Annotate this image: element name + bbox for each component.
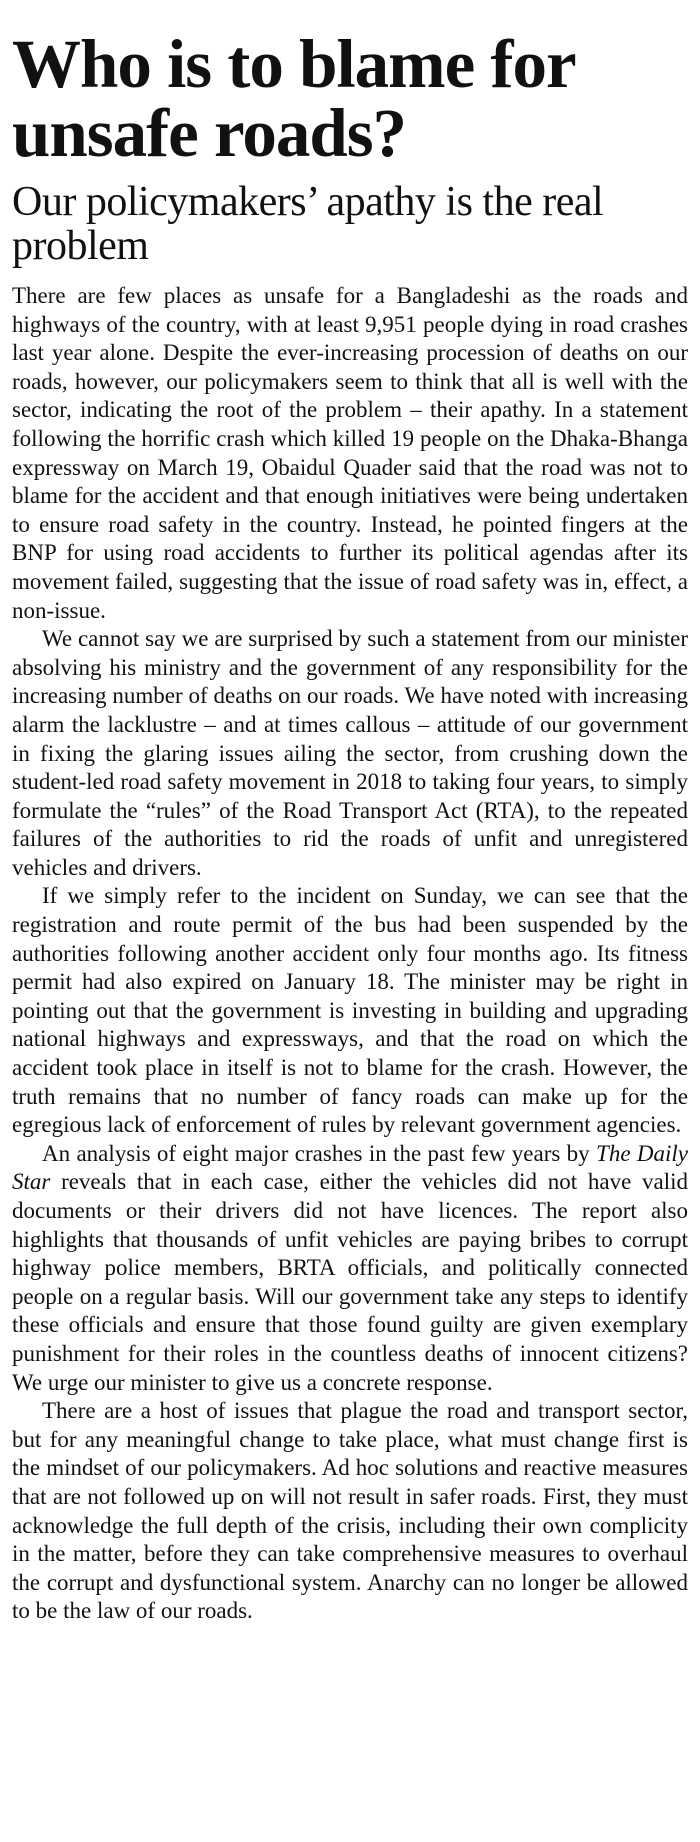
paragraph-4-lead: An analysis of eight major crashes in the past few years by xyxy=(42,1140,597,1166)
headline: Who is to blame for unsafe roads? xyxy=(12,26,575,171)
paragraph-5: There are a host of issues that plague the road and transport sector, but for any meaningful change to take place, what must change first is the mindset of our policymakers. Ad hoc solutions and reactive measures that are not followed up on will not result in safer roads. First, they must acknowledge the full depth of the crisis, including their own complicity in the matter, before they can take comprehensive measures to overhaul the corrupt and dysfunctional system. Anarchy can no longer be allowed to be the law of our roads. xyxy=(12,1398,688,1624)
subheadline: Our policymakers’ apathy is the real problem xyxy=(12,179,604,269)
paragraph-4 xyxy=(12,1140,688,1397)
paragraph-4-rest: reveals that in each case, either the vehicles did not have valid documents or their drivers did not have licences. The report also highlights that thousands of unfit vehicles are paying bribes to corrupt highway police members, BRTA officials, and politically connected people on a regular basis. Will our government take any steps to identify these officials and ensure that those found guilty are given exemplary punishment for their roles in the countless deaths of innocent citizens? We urge our minister to give us a concrete response. xyxy=(12,1169,688,1395)
paragraph-3: If we simply refer to the incident on Sunday, we can see that the registration and route permit of the bus had been suspended by the authorities following another accident only four months ago. Its fitness permit had also expired on January 18. The minister may be right in pointing out that the government is investing in building and upgrading national highways and expressways, and that the road on which the accident took place in itself is not to blame for the crash. However, the truth remains that no number of fancy roads can make up for the egregious lack of enforcement of rules by relevant government agencies. xyxy=(12,883,688,1138)
paragraph-1: There are few places as unsafe for a Bangladeshi as the roads and highways of the country, with at least 9,951 people dying in road crashes last year alone. Despite the ever-increasing procession of deaths on our roads, however, our policymakers seem to think that all is well with the sector, indicating the root of the problem – their apathy. In a statement following the horrific crash which killed 19 people on the Dhaka-Bhanga expressway on March 19, Obaidul Quader said that the road was not to blame for the accident and that enough initiatives were being undertaken to ensure road safety in the country. Instead, he pointed fingers at the BNP for using road accidents to further its political agendas after its movement failed, suggesting that the issue of road safety was in, effect, a non-issue. xyxy=(12,283,688,623)
article-body xyxy=(12,282,688,1626)
paragraph-2: We cannot say we are surprised by such a statement from our minister absolving his ministry and the government of any responsibility for the increasing number of deaths on our roads. We have noted with increasing alarm the lacklustre – and at times callous – attitude of our government in fixing the glaring issues ailing the sector, from crushing down the student-led road safety movement in 2018 to taking four years, to simply formulate the “rules” of the Road Transport Act (RTA), to the repeated failures of the authorities to rid the roads of unfit and unregistered vehicles and drivers. xyxy=(12,626,688,880)
publication-name: The Daily Star xyxy=(12,1140,688,1195)
